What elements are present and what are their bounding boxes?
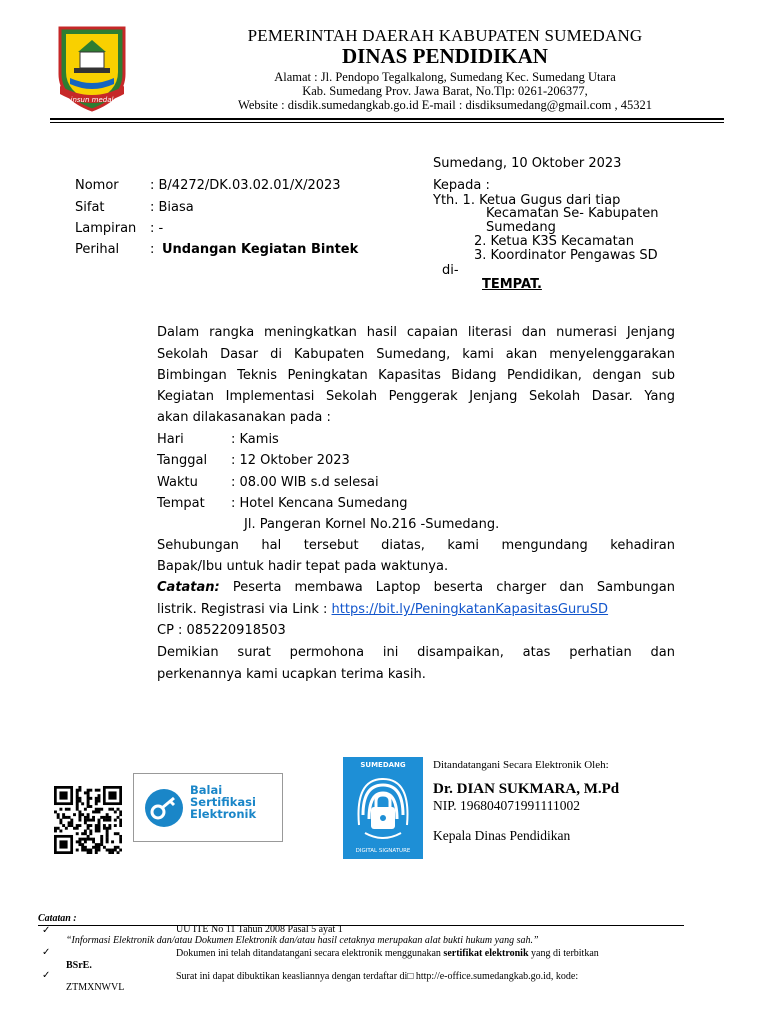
qr-code-icon [54, 786, 122, 854]
waktu-value: : 08.00 WIB s.d selesai [231, 475, 379, 490]
fingerprint-lock-icon [355, 775, 411, 845]
badge-title: SUMEDANG [360, 761, 406, 769]
footer-doc-bold: sertifikat elektronik [443, 948, 529, 959]
qr-code[interactable] [54, 786, 122, 854]
signer-nip: NIP. 196804071991111002 [433, 798, 581, 813]
footer-quote: “Informasi Elektronik dan/atau Dokumen Elektronik dan/atau hasil cetaknya merupakan alat bukti hukum yang sah.” [66, 935, 539, 946]
signer-name: Dr. DIAN SUKMARA, M.Pd [433, 781, 620, 797]
tempat-value: : Hotel Kencana Sumedang [231, 496, 408, 511]
sifat-label: Sifat [75, 200, 105, 215]
footer-doc-a: Dokumen ini telah ditandatangani secara elektronik menggunakan [176, 948, 444, 959]
signer-position: Kepala Dinas Pendidikan [433, 828, 571, 843]
body-p3-line2: perkenannya kami ucapkan terima kasih. [157, 667, 426, 682]
footer-verify: Surat ini dapat dibuktikan keasliannya dengan terdaftar di□ http://e-office.sumedangkab.go.id, kode: [176, 971, 579, 982]
regency-logo [56, 24, 128, 112]
recipient-3: 3. Koordinator Pengawas SD [474, 248, 658, 263]
perihal-label: Perihal [75, 242, 120, 257]
footer-doc-b: yang di terbitkan [528, 948, 599, 959]
recipient-1a: Yth. 1. Ketua Gugus dari tiap [433, 193, 621, 208]
body-p2-line2: Bapak/Ibu untuk hadir tepat pada waktunya. [157, 559, 449, 574]
nomor-value: : B/4272/DK.03.02.01/X/2023 [150, 178, 341, 193]
catatan-line2 [157, 599, 608, 620]
catatan-text-2: listrik. Registrasi via Link : [157, 602, 332, 617]
footer-catatan-label: Catatan : [38, 913, 77, 924]
header-rule-thick [50, 118, 724, 120]
recipient-2: 2. Ketua K3S Kecamatan [474, 234, 634, 249]
lampiran-value: : - [150, 221, 164, 236]
waktu-label: Waktu [157, 475, 198, 490]
contact-person: CP : 085220918503 [157, 623, 286, 638]
body-p1-line3: Bimbingan Teknis Peningkatan Kapasitas Bidang Pendidikan, dengan sub [157, 368, 675, 383]
catatan-text-1: Peserta membawa Laptop beserta charger dan Sambungan [219, 580, 675, 595]
catatan-line1 [157, 577, 675, 598]
sifat-value: : Biasa [150, 200, 194, 215]
body-p3-line1: Demikian surat permohona ini disampaikan, atas perhatian dan [157, 645, 675, 660]
registration-link[interactable]: https://bit.ly/PeningkatanKapasitasGuruSD [331, 602, 609, 617]
address-line-2: Kab. Sumedang Prov. Jawa Barat, No.Tlp: 0261-206377, [302, 84, 588, 98]
body-p1-line5: akan dilakasanakan pada : [157, 410, 331, 425]
signed-electronically-note: Ditandatangani Secara Elektronik Oleh: [433, 759, 609, 771]
logo-motto: insun medal [70, 96, 114, 104]
body-p1-line2: Sekolah Dasar di Kabupaten Sumedang, kami akan menyelenggarakan [157, 347, 675, 362]
body-p1-line1: Dalam rangka meningkatkan hasil capaian literasi dan numerasi Jenjang [157, 325, 675, 340]
government-name: PEMERINTAH DAERAH KABUPATEN SUMEDANG [247, 26, 643, 45]
bsre-line-3: Elektronik [190, 807, 257, 821]
tempat-address: Jl. Pangeran Kornel No.216 -Sumedang. [244, 517, 500, 532]
footer-code: ZTMXNWVL [66, 982, 125, 993]
badge-subtitle: DIGITAL SIGNATURE [355, 848, 411, 854]
lampiran-label: Lampiran [75, 221, 137, 236]
check-icon: ✓ [42, 947, 51, 958]
check-icon: ✓ [42, 925, 51, 936]
catatan-label: Catatan: [157, 580, 220, 595]
bsre-key-icon [144, 788, 184, 828]
body-p1-line4: Kegiatan Implementasi Sekolah Penggerak Jenjang Sekolah Dasar. Yang [157, 389, 675, 404]
bsre-line-2: Sertifikasi [190, 795, 256, 809]
digital-signature-badge [343, 757, 423, 859]
office-name: DINAS PENDIDIKAN [342, 44, 548, 68]
footer-bsre: BSrE. [66, 960, 92, 971]
hari-label: Hari [157, 432, 184, 447]
footer-rule [38, 925, 684, 926]
bsre-line-1: Balai [190, 783, 223, 797]
tanggal-label: Tanggal [157, 453, 208, 468]
bsre-logo [133, 773, 283, 842]
body-p2-line1: Sehubungan hal tersebut diatas, kami mengundang kehadiran [157, 538, 675, 553]
check-icon: ✓ [42, 970, 51, 981]
di-label: di- [442, 263, 459, 278]
kepada-label: Kepada : [433, 178, 490, 193]
perihal-value: Undangan Kegiatan Bintek [162, 242, 359, 257]
header-rule-thin [50, 122, 724, 123]
recipient-1b: Kecamatan Se- Kabupaten [486, 206, 659, 221]
tempat-label: Tempat [157, 496, 205, 511]
footer-doc-line [176, 948, 599, 959]
tanggal-value: : 12 Oktober 2023 [231, 453, 350, 468]
letter-date: Sumedang, 10 Oktober 2023 [433, 156, 622, 171]
perihal-colon: : [150, 242, 155, 257]
tempat-heading: TEMPAT. [482, 277, 542, 292]
address-line-1: Alamat : Jl. Pendopo Tegalkalong, Sumedang Kec. Sumedang Utara [274, 70, 616, 84]
recipient-1c: Sumedang [486, 220, 556, 235]
hari-value: : Kamis [231, 432, 279, 447]
nomor-label: Nomor [75, 178, 119, 193]
address-line-3: Website : disdik.sumedangkab.go.id E-mail : disdiksumedang@gmail.com , 45321 [238, 98, 652, 112]
footer-uu: UU ITE No 11 Tahun 2008 Pasal 5 ayat 1 [176, 924, 343, 935]
